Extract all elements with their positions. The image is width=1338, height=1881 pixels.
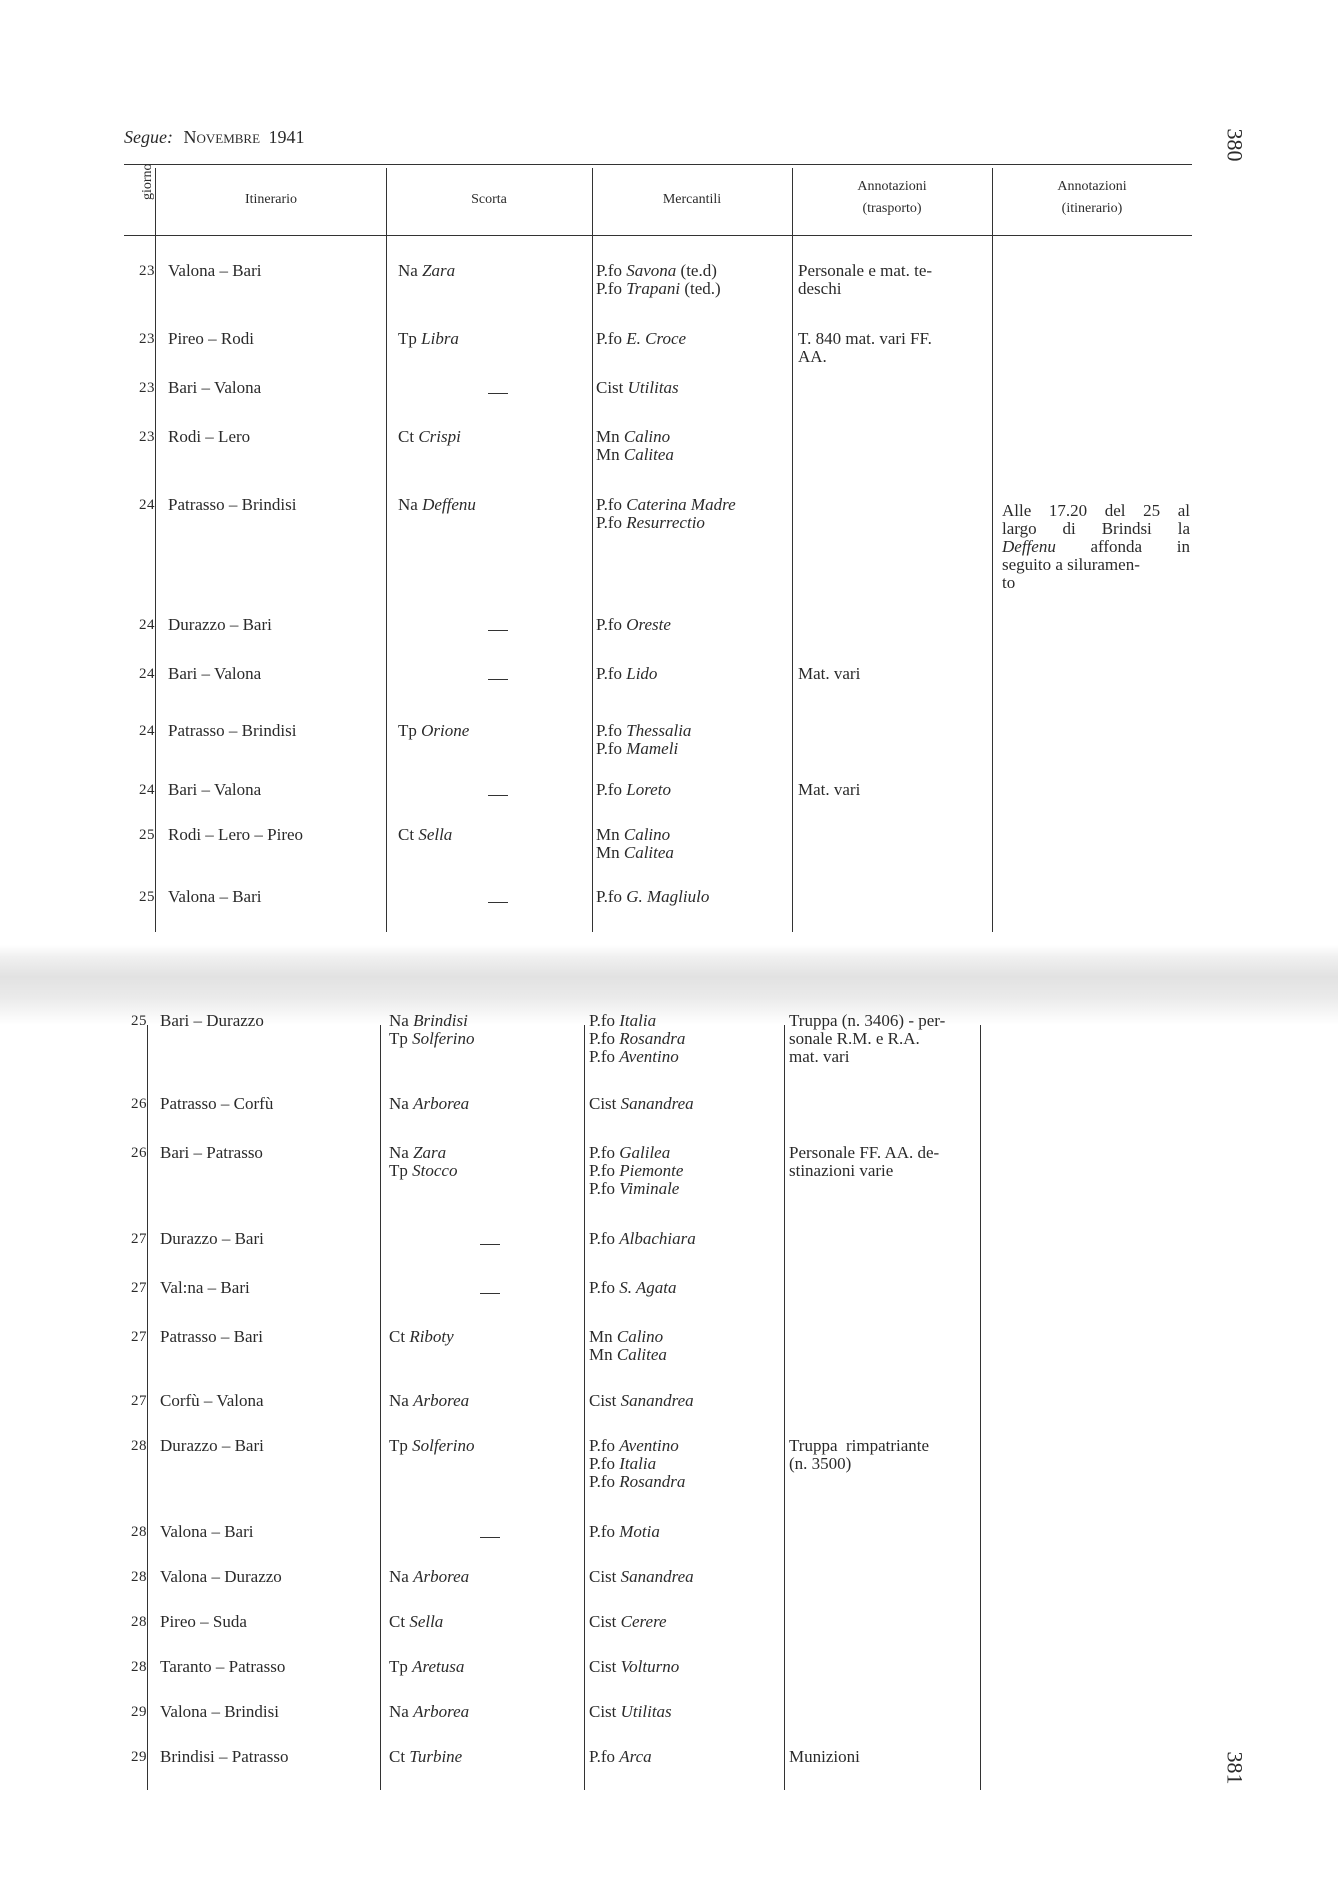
- year-label: 1941: [268, 127, 305, 147]
- merchant-cell: [589, 1144, 670, 1162]
- merchant-cell: [589, 1568, 694, 1586]
- day-cell: 27: [131, 1393, 147, 1409]
- escort-type: Tp: [389, 1657, 408, 1676]
- itinerary-cell: Bari – Patrasso: [160, 1143, 263, 1162]
- col-giorno: giorno: [140, 163, 155, 200]
- merchant-type: P.fo: [596, 664, 622, 683]
- merchant-type: P.fo: [589, 1747, 615, 1766]
- merchant-type: Cist: [589, 1702, 617, 1721]
- note-line-1: Alle 17.20 del 25 al: [1002, 501, 1190, 520]
- merchant-ship-name: Trapani: [626, 279, 681, 298]
- escort-cell: [389, 1328, 454, 1346]
- merchant-ship-name: Italia: [619, 1454, 657, 1473]
- merchant-type: Cist: [589, 1612, 617, 1631]
- no-escort-dash: [488, 393, 508, 394]
- escort-cell: [389, 1568, 469, 1586]
- escort-cell: [398, 428, 461, 446]
- merchant-ship-name: Sanandrea: [620, 1094, 694, 1113]
- merchant-type: Cist: [589, 1391, 617, 1410]
- month-label: Novembre: [183, 127, 261, 147]
- escort-cell: [398, 330, 459, 348]
- merchant-ship-name: E. Croce: [626, 329, 687, 348]
- page-number-bottom: 381: [1222, 1751, 1248, 1785]
- day-cell: 29: [131, 1704, 147, 1720]
- itinerary-cell: Bari – Valona: [168, 378, 262, 397]
- escort-ship-name: Deffenu: [422, 495, 476, 514]
- merchant-ship-name: Rosandra: [619, 1029, 686, 1048]
- merchant-ship-name: Viminale: [619, 1179, 680, 1198]
- escort-ship-name: Crispi: [418, 427, 461, 446]
- merchant-cell: [596, 665, 657, 683]
- no-escort-dash: [480, 1537, 500, 1538]
- merchant-cell: [596, 262, 717, 280]
- merchant-cell: [589, 1230, 696, 1248]
- merchant-cell: [589, 1523, 660, 1541]
- escort-type: Na: [389, 1143, 409, 1162]
- transport-annotation: T. 840 mat. vari FF. AA.: [798, 329, 932, 366]
- merchant-ship-name: Calino: [616, 1327, 664, 1346]
- merchant-ship-name: Aventino: [619, 1436, 679, 1455]
- merchant-ship-name: Utilitas: [620, 1702, 672, 1721]
- merchant-ship-name: Galilea: [619, 1143, 671, 1162]
- itinerary-cell: Valona – Bari: [168, 887, 262, 906]
- merchant-ship-name: Caterina Madre: [626, 495, 736, 514]
- no-escort-dash: [488, 795, 508, 796]
- transport-annotation: Personale e mat. te- deschi: [798, 261, 933, 298]
- merchant-cell: [596, 826, 670, 844]
- transport-annotation: Truppa rimpatriante (n. 3500): [789, 1436, 930, 1473]
- merchant-cell: [589, 1455, 656, 1473]
- merchant-type: P.fo: [589, 1029, 615, 1048]
- column-rule: [386, 168, 387, 932]
- escort-cell: [389, 1030, 474, 1048]
- day-cell: 24: [139, 497, 155, 513]
- escort-type: Ct: [389, 1327, 406, 1346]
- escort-ship-name: Aretusa: [412, 1657, 465, 1676]
- merchant-cell: [589, 1048, 679, 1066]
- merchant-ship-name: Loreto: [626, 780, 671, 799]
- itinerary-cell: Valona – Bari: [160, 1522, 254, 1541]
- escort-type: Na: [389, 1391, 409, 1410]
- merchant-cell: [596, 781, 671, 799]
- escort-ship-name: Arborea: [413, 1391, 470, 1410]
- merchant-cell: [589, 1346, 667, 1364]
- itinerary-cell: Bari – Durazzo: [160, 1011, 264, 1030]
- column-rule: [155, 168, 156, 236]
- day-cell: 23: [139, 380, 155, 396]
- escort-ship-name: Solferino: [412, 1029, 475, 1048]
- day-cell: 23: [139, 331, 155, 347]
- no-escort-dash: [480, 1293, 500, 1294]
- merchant-ship-name: Albachiara: [619, 1229, 696, 1248]
- escort-type: Tp: [398, 721, 417, 740]
- column-rule: [147, 986, 148, 1790]
- escort-cell: [389, 1748, 462, 1766]
- merchant-ship-name: Utilitas: [627, 378, 679, 397]
- column-rule: [980, 986, 981, 1790]
- merchant-type: P.fo: [589, 1278, 615, 1297]
- day-cell: 24: [139, 666, 155, 682]
- day-cell: 26: [131, 1096, 147, 1112]
- merchant-type: Mn: [596, 427, 620, 446]
- merchant-cell: [596, 496, 736, 514]
- note-line-2: largo di Brindsi la: [1002, 519, 1190, 538]
- merchant-cell: [589, 1473, 685, 1491]
- day-cell: 28: [131, 1524, 147, 1540]
- no-escort-dash: [488, 902, 508, 903]
- merchant-cell: [596, 379, 679, 397]
- transport-annotation: Personale FF. AA. de- stinazioni varie: [789, 1143, 940, 1180]
- merchant-ship-name: Aventino: [619, 1047, 679, 1066]
- column-rule: [792, 168, 793, 932]
- day-cell: 25: [139, 889, 155, 905]
- merchant-type: P.fo: [596, 780, 622, 799]
- itinerary-cell: Val:na – Bari: [160, 1278, 250, 1297]
- merchant-type: P.fo: [589, 1179, 615, 1198]
- column-rule: [592, 168, 593, 932]
- escort-ship-name: Zara: [422, 261, 456, 280]
- itinerary-cell: Bari – Valona: [168, 780, 262, 799]
- merchant-type: P.fo: [589, 1229, 615, 1248]
- note-line-4: seguito a siluramen-: [1002, 555, 1140, 574]
- merchant-type: P.fo: [596, 721, 622, 740]
- day-cell: 23: [139, 429, 155, 445]
- merchant-ship-name: Volturno: [620, 1657, 680, 1676]
- escort-ship-name: Arborea: [413, 1702, 470, 1721]
- merchant-cell: [596, 616, 671, 634]
- escort-ship-name: Arborea: [413, 1094, 470, 1113]
- day-cell: 27: [131, 1280, 147, 1296]
- merchant-type: P.fo: [596, 279, 622, 298]
- merchant-ship-name: Calitea: [623, 445, 674, 464]
- note-line-3-rest: affonda in: [1055, 537, 1190, 556]
- escort-type: Na: [389, 1567, 409, 1586]
- merchant-type: Cist: [589, 1657, 617, 1676]
- itinerary-cell: Patrasso – Brindisi: [168, 721, 297, 740]
- transport-annotation: Truppa (n. 3406) - per- sonale R.M. e R.A. mat. vari: [789, 1011, 946, 1066]
- escort-ship-name: Solferino: [412, 1436, 475, 1455]
- itinerary-cell: Patrasso – Brindisi: [168, 495, 297, 514]
- merchant-type: Cist: [589, 1567, 617, 1586]
- escort-cell: [398, 496, 476, 514]
- merchant-type: P.fo: [596, 513, 622, 532]
- escort-ship-name: Zara: [413, 1143, 447, 1162]
- escort-ship-name: Stocco: [412, 1161, 458, 1180]
- escort-type: Ct: [389, 1747, 406, 1766]
- merchant-cell: [589, 1437, 679, 1455]
- merchant-cell: [589, 1012, 656, 1030]
- merchant-cell: [596, 722, 691, 740]
- escort-cell: [389, 1658, 464, 1676]
- header-bottom-rule: [124, 235, 1192, 236]
- day-cell: 27: [131, 1231, 147, 1247]
- itinerary-note: [1002, 502, 1190, 592]
- day-cell: 23: [139, 263, 155, 279]
- merchant-ship-name: G. Magliulo: [626, 887, 710, 906]
- merchant-cell: [589, 1162, 683, 1180]
- itinerary-cell: Pireo – Suda: [160, 1612, 247, 1631]
- escort-type: Tp: [389, 1436, 408, 1455]
- merchant-type: P.fo: [596, 615, 622, 634]
- merchant-ship-name: Cerere: [620, 1612, 667, 1631]
- merchant-cell: [589, 1095, 694, 1113]
- col-annotazioni-itinerario: Annotazioni (itinerario): [1057, 179, 1127, 216]
- itinerary-cell: Patrasso – Bari: [160, 1327, 263, 1346]
- merchant-ship-name: Thessalia: [626, 721, 692, 740]
- merchant-cell: [596, 740, 678, 758]
- note-ship-name: Deffenu: [1002, 537, 1056, 556]
- escort-type: Tp: [389, 1029, 408, 1048]
- day-cell: 24: [139, 723, 155, 739]
- escort-cell: [389, 1012, 468, 1030]
- merchant-ship-name: Calitea: [623, 843, 674, 862]
- escort-type: Ct: [398, 825, 415, 844]
- escort-cell: [389, 1437, 474, 1455]
- merchant-cell: [589, 1030, 685, 1048]
- itinerary-cell: Bari – Valona: [168, 664, 262, 683]
- merchant-type: P.fo: [596, 495, 622, 514]
- merchant-type: Mn: [589, 1327, 613, 1346]
- merchant-cell: [596, 330, 686, 348]
- merchant-cell: [589, 1658, 679, 1676]
- itinerary-cell: Valona – Brindisi: [160, 1702, 279, 1721]
- itinerary-cell: Durazzo – Bari: [160, 1436, 264, 1455]
- no-escort-dash: [488, 679, 508, 680]
- day-cell: 24: [139, 782, 155, 798]
- merchant-type: P.fo: [589, 1161, 615, 1180]
- itinerary-cell: Valona – Bari: [168, 261, 262, 280]
- merchant-type: P.fo: [596, 261, 622, 280]
- merchant-ship-name: Resurrectio: [626, 513, 705, 532]
- merchant-type: Mn: [589, 1345, 613, 1364]
- col-mercantili: Mercantili: [662, 192, 722, 207]
- note-line-5: to: [1002, 573, 1016, 592]
- no-escort-dash: [480, 1244, 500, 1245]
- day-cell: 26: [131, 1145, 147, 1161]
- merchant-ship-name: Arca: [619, 1747, 652, 1766]
- day-cell: 29: [131, 1749, 147, 1765]
- itinerary-cell: Durazzo – Bari: [168, 615, 272, 634]
- itinerary-cell: Valona – Durazzo: [160, 1567, 282, 1586]
- escort-cell: [398, 826, 452, 844]
- merchant-type: P.fo: [589, 1011, 615, 1030]
- merchant-type: P.fo: [596, 739, 622, 758]
- merchant-ship-name: Calino: [623, 427, 671, 446]
- escort-ship-name: Arborea: [413, 1567, 470, 1586]
- merchant-cell: [589, 1613, 667, 1631]
- transport-annotation: Mat. vari: [798, 664, 861, 683]
- merchant-cell: [596, 280, 721, 298]
- escort-ship-name: Sella: [409, 1612, 444, 1631]
- column-rule: [584, 986, 585, 1790]
- no-escort-dash: [488, 630, 508, 631]
- merchant-cell: [596, 446, 674, 464]
- itinerary-cell: Rodi – Lero – Pireo: [168, 825, 304, 844]
- merchant-type: Mn: [596, 825, 620, 844]
- merchant-cell: [596, 844, 674, 862]
- merchant-ship-name: Sanandrea: [620, 1567, 694, 1586]
- merchant-ship-name: Mameli: [626, 739, 679, 758]
- escort-ship-name: Sella: [418, 825, 453, 844]
- merchant-type: P.fo: [589, 1143, 615, 1162]
- merchant-type: P.fo: [589, 1047, 615, 1066]
- escort-cell: [389, 1162, 457, 1180]
- day-cell: 25: [139, 827, 155, 843]
- merchant-cell: [589, 1703, 672, 1721]
- merchant-type: Cist: [596, 378, 624, 397]
- itinerary-cell: Brindisi – Patrasso: [160, 1747, 289, 1766]
- merchant-ship-name: Oreste: [626, 615, 671, 634]
- merchant-cell: [589, 1328, 663, 1346]
- merchant-ship-name: Calino: [623, 825, 671, 844]
- escort-type: Ct: [389, 1612, 406, 1631]
- day-cell: 28: [131, 1659, 147, 1675]
- segue-label: Segue:: [124, 127, 173, 147]
- col-scorta: Scorta: [471, 192, 507, 207]
- merchant-type: P.fo: [589, 1454, 615, 1473]
- escort-ship-name: Orione: [421, 721, 470, 740]
- merchant-ship-name: Lido: [626, 664, 658, 683]
- merchant-type: P.fo: [589, 1436, 615, 1455]
- escort-ship-name: Brindisi: [413, 1011, 468, 1030]
- escort-ship-name: Riboty: [409, 1327, 454, 1346]
- merchant-type: P.fo: [589, 1472, 615, 1491]
- transport-annotation: Mat. vari: [798, 780, 861, 799]
- header-top-rule: [124, 164, 1192, 165]
- escort-cell: [398, 262, 455, 280]
- itinerary-cell: Durazzo – Bari: [160, 1229, 264, 1248]
- escort-type: Na: [389, 1702, 409, 1721]
- escort-cell: [389, 1392, 469, 1410]
- merchant-cell: [589, 1180, 679, 1198]
- merchant-ship-name: Savona: [626, 261, 677, 280]
- escort-cell: [398, 722, 469, 740]
- column-rule: [992, 168, 993, 932]
- merchant-cell: [589, 1279, 677, 1297]
- merchant-ship-name: S. Agata: [619, 1278, 677, 1297]
- page-number-top: 380: [1222, 128, 1248, 162]
- escort-type: Ct: [398, 427, 415, 446]
- day-cell: 24: [139, 617, 155, 633]
- merchant-type: Mn: [596, 445, 620, 464]
- merchant-ship-name: Sanandrea: [620, 1391, 694, 1410]
- merchant-type: Mn: [596, 843, 620, 862]
- itinerary-cell: Corfù – Valona: [160, 1391, 264, 1410]
- merchant-cell: [596, 428, 670, 446]
- column-rule: [380, 986, 381, 1790]
- itinerary-cell: Taranto – Patrasso: [160, 1657, 286, 1676]
- itinerary-cell: Rodi – Lero: [168, 427, 251, 446]
- merchant-cell: [589, 1392, 694, 1410]
- merchant-note: (ted.): [680, 279, 721, 298]
- escort-type: Tp: [398, 329, 417, 348]
- merchant-note: (te.d): [676, 261, 717, 280]
- merchant-ship-name: Calitea: [616, 1345, 667, 1364]
- day-cell: 27: [131, 1329, 147, 1345]
- day-cell: 25: [131, 1013, 147, 1029]
- escort-cell: [389, 1703, 469, 1721]
- itinerary-cell: Patrasso – Corfù: [160, 1094, 274, 1113]
- merchant-cell: [589, 1748, 652, 1766]
- merchant-ship-name: Rosandra: [619, 1472, 686, 1491]
- transport-annotation: Munizioni: [789, 1747, 860, 1766]
- escort-ship-name: Libra: [421, 329, 459, 348]
- escort-type: Tp: [389, 1161, 408, 1180]
- day-cell: 28: [131, 1569, 147, 1585]
- escort-type: Na: [398, 495, 418, 514]
- escort-type: Na: [398, 261, 418, 280]
- merchant-type: Cist: [589, 1094, 617, 1113]
- escort-cell: [389, 1144, 446, 1162]
- merchant-ship-name: Piemonte: [619, 1161, 684, 1180]
- day-cell: 28: [131, 1614, 147, 1630]
- column-rule: [784, 986, 785, 1790]
- merchant-type: P.fo: [596, 887, 622, 906]
- escort-ship-name: Turbine: [409, 1747, 463, 1766]
- itinerary-cell: Pireo – Rodi: [168, 329, 254, 348]
- column-rule: [155, 236, 156, 932]
- merchant-cell: [596, 888, 709, 906]
- col-annotazioni-trasporto: Annotazioni (trasporto): [857, 179, 927, 216]
- merchant-cell: [596, 514, 705, 532]
- merchant-ship-name: Motia: [619, 1522, 660, 1541]
- running-header: [124, 127, 305, 148]
- escort-type: Na: [389, 1094, 409, 1113]
- escort-cell: [389, 1613, 443, 1631]
- merchant-type: P.fo: [596, 329, 622, 348]
- merchant-type: P.fo: [589, 1522, 615, 1541]
- escort-type: Na: [389, 1011, 409, 1030]
- note-line-3: [1002, 538, 1190, 556]
- escort-cell: [389, 1095, 469, 1113]
- day-cell: 28: [131, 1438, 147, 1454]
- col-itinerario: Itinerario: [244, 192, 298, 207]
- merchant-ship-name: Italia: [619, 1011, 657, 1030]
